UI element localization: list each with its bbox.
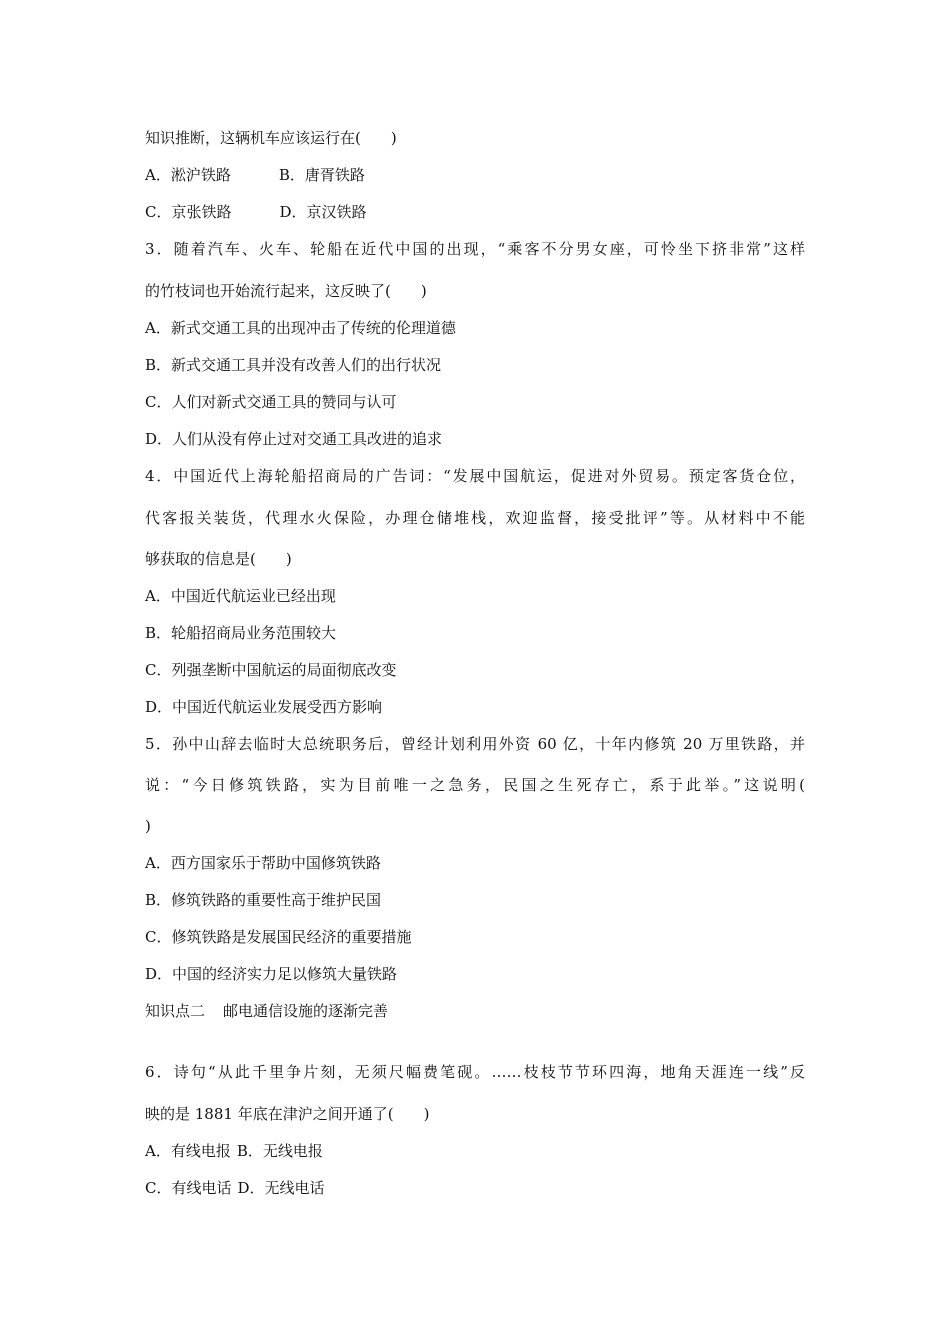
q2-option-b: B．唐胥铁路 bbox=[278, 166, 365, 184]
q6-option-b: B．无线电报 bbox=[236, 1142, 323, 1160]
q3-option-b: B．新式交通工具并没有改善人们的出行状况 bbox=[145, 356, 442, 374]
q2-options-row-2 bbox=[145, 202, 367, 222]
q5-option-c: C．修筑铁路是发展国民经济的重要措施 bbox=[145, 928, 412, 946]
q5-option-b: B．修筑铁路的重要性高于维护民国 bbox=[145, 891, 382, 909]
q4-stem-line-2: 代客报关装货，代理水火保险，办理仓储堆栈，欢迎监督，接受批评”等。从材料中不能 bbox=[145, 509, 805, 527]
q3-option-a: A．新式交通工具的出现冲击了传统的伦理道德 bbox=[145, 319, 456, 337]
q2-option-d: D．京汉铁路 bbox=[279, 203, 367, 221]
q2-option-c: C．京张铁路 bbox=[145, 203, 232, 221]
q3-stem-line-1: 3．随着汽车、火车、轮船在近代中国的出现，“乘客不分男女座，可怜坐下挤非常”这样 bbox=[145, 240, 805, 258]
q5-stem-line-2: 说：“今日修筑铁路，实为目前唯一之急务，民国之生死存亡，系于此举。”这说明( bbox=[145, 776, 805, 794]
section-title: 邮电通信设施的逐渐完善 bbox=[223, 1002, 389, 1020]
q5-stem-line-1: 5．孙中山辞去临时大总统职务后，曾经计划利用外资 60 亿，十年内修筑 20 万里铁路，并 bbox=[145, 735, 805, 753]
q4-option-b: B．轮船招商局业务范围较大 bbox=[145, 624, 337, 642]
q3-option-d: D．人们从没有停止过对交通工具改进的追求 bbox=[145, 430, 443, 448]
section-label: 知识点二 bbox=[145, 1002, 206, 1020]
q4-stem-line-1: 4．中国近代上海轮船招商局的广告词：“发展中国航运，促进对外贸易。预定客货仓位， bbox=[145, 467, 805, 485]
q2-option-a: A．淞沪铁路 bbox=[145, 166, 231, 184]
q5-stem-line-3: ) bbox=[145, 817, 151, 835]
q5-option-d: D．中国的经济实力足以修筑大量铁路 bbox=[145, 965, 398, 983]
q6-options-row-2 bbox=[145, 1178, 325, 1198]
q2-stem: 知识推断，这辆机车应该运行在( ) bbox=[145, 129, 397, 147]
section-heading bbox=[145, 1001, 388, 1021]
q4-option-d: D．中国近代航运业发展受西方影响 bbox=[145, 698, 383, 716]
q2-options-row-1 bbox=[145, 165, 365, 185]
q5-option-a: A．西方国家乐于帮助中国修筑铁路 bbox=[145, 854, 381, 872]
q6-stem-line-2: 映的是 1881 年底在津沪之间开通了( ) bbox=[145, 1105, 430, 1123]
q6-option-d: D．无线电话 bbox=[237, 1179, 325, 1197]
q4-option-a: A．中国近代航运业已经出现 bbox=[145, 587, 336, 605]
q6-option-a: A．有线电报 bbox=[145, 1142, 231, 1160]
q4-stem-line-3: 够获取的信息是( ) bbox=[145, 550, 292, 568]
q6-option-c: C．有线电话 bbox=[145, 1179, 232, 1197]
q4-option-c: C．列强垄断中国航运的局面彻底改变 bbox=[145, 661, 397, 679]
q3-stem-line-2: 的竹枝词也开始流行起来，这反映了( ) bbox=[145, 282, 427, 300]
q6-stem-line-1: 6．诗句“从此千里争片刻，无须尺幅费笔砚。……枝枝节节环四海，地角天涯连一线”反 bbox=[145, 1063, 805, 1081]
q6-options-row-1 bbox=[145, 1141, 323, 1161]
q3-option-c: C．人们对新式交通工具的赞同与认可 bbox=[145, 393, 397, 411]
